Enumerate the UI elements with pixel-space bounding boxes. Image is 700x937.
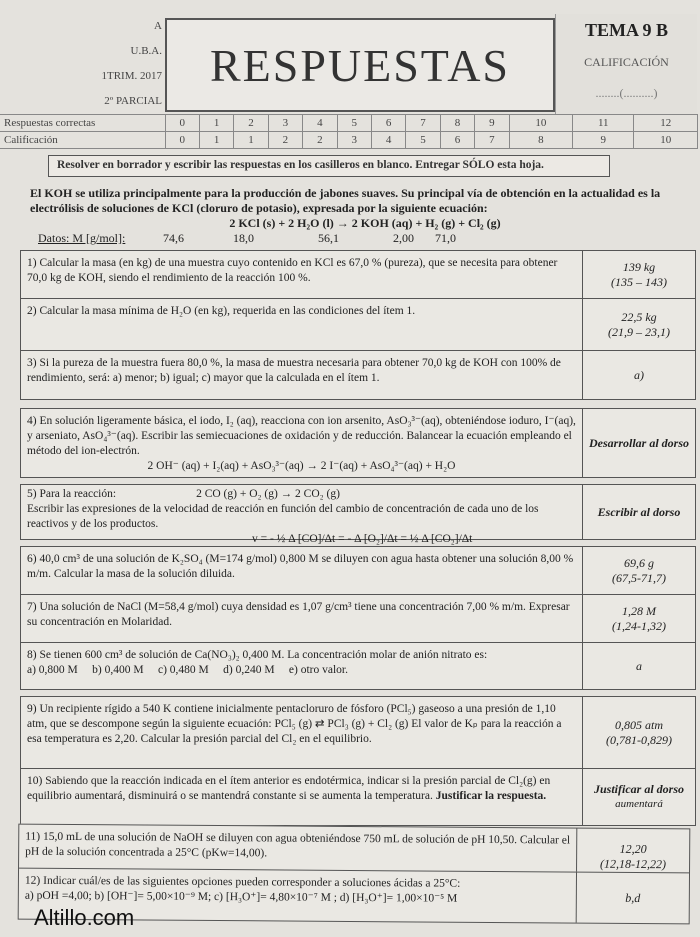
- cell: 9: [475, 115, 509, 132]
- question-5-equation: v = - ½ Δ [CO]/Δt = - Δ [O₂]/Δt = ½ Δ [CO₂]/Δt: [252, 533, 473, 545]
- answer: Escribir al dorso: [597, 504, 681, 519]
- question-11: [19, 825, 689, 874]
- tema-label: TEMA 9 B: [584, 20, 668, 40]
- question-8: [21, 643, 695, 689]
- question-7: [21, 595, 695, 643]
- question-text: 1) Calcular la masa (en kg) de una muestra cuyo contenido en KCl es 67,0 % (pureza), que se necesita para obtener 70,0 kg de KOH, siendo el rendimiento de la reacción 100 %.: [21, 251, 583, 298]
- question-5: [21, 485, 695, 545]
- datos-value: 2,00: [393, 231, 414, 245]
- question-4-box: [20, 408, 696, 478]
- cell: 2: [234, 115, 268, 132]
- answer: 22,5 kg: [621, 309, 657, 324]
- cell: 0: [165, 132, 199, 149]
- watermark: Altillo.com: [34, 905, 135, 930]
- cell: 7: [406, 115, 440, 132]
- datos-value: 74,6: [163, 231, 184, 245]
- question-4: [21, 409, 695, 477]
- question-8-options: a) 0,800 M b) 0,400 M c) 0,480 M d) 0,240 M e) otro valor.: [27, 664, 349, 676]
- answer-box: [583, 299, 695, 350]
- answer-range: (1,24-1,32): [612, 618, 666, 633]
- calificacion-blank: ........(..........): [595, 86, 658, 100]
- datos-value: 18,0: [233, 231, 254, 245]
- answer: Desarrollar al dorso: [588, 435, 689, 450]
- exam-info-line: 1TRIM. 2017: [101, 70, 162, 82]
- answer: a: [636, 658, 642, 673]
- exam-info-line: 2º PARCIAL: [104, 95, 162, 107]
- question-text: 2) Calcular la masa mínima de H₂O (en kg), requerida en las condiciones del ítem 1.: [21, 299, 583, 350]
- question-text: [21, 769, 583, 825]
- question-10-text: 10) Sabiendo que la reacción indicada en el ítem anterior es endotérmica, indicar si la presión parcial de Cl₂(g) en equilibrio aumentará, disminuirá o se mantendrá constante si se aumenta la temperatura.: [27, 775, 551, 802]
- answer-range: (12,18-12,22): [600, 856, 667, 872]
- question-text: [21, 409, 583, 477]
- answer-box: [583, 697, 695, 768]
- cell: 8: [509, 132, 573, 149]
- cell: 2: [268, 132, 302, 149]
- answer: 12,20: [619, 841, 647, 857]
- answer-box: [577, 829, 689, 873]
- datos-row: [38, 231, 700, 246]
- question-text: 6) 40,0 cm³ de una solución de K₂SO₄ (M=174 g/mol) 0,800 M se diluyen con agua hasta obtener una solución 8,00 % m/m. Calcular la masa de la solución diluida.: [21, 547, 583, 594]
- cell: 3: [337, 132, 371, 149]
- cell: 7: [475, 132, 509, 149]
- question-2: [21, 299, 695, 351]
- score-table: [0, 114, 698, 149]
- answer: 1,28 M: [622, 603, 656, 618]
- question-12-options: a) pOH =4,00; b) [OH⁻]= 5,00×10⁻⁹ M; c) [H₃O⁺]= 4,80×10⁻⁷ M ; d) [H₃O⁺]= 1,00×10⁻⁵ M: [24, 889, 458, 905]
- question-5-box: [20, 484, 696, 545]
- cell: 1: [199, 132, 233, 149]
- tema-box: [555, 14, 697, 114]
- row-label: Respuestas correctas: [0, 115, 165, 132]
- question-5-reaction: 2 CO (g) + O₂ (g) → 2 CO₂ (g): [196, 488, 340, 500]
- exam-info: [0, 14, 162, 114]
- answer-range: (21,9 – 23,1): [608, 324, 670, 339]
- handwritten-answer: aumentará: [615, 798, 663, 810]
- cell: 8: [440, 115, 474, 132]
- page-title: RESPUESTAS: [165, 18, 555, 112]
- cell: 0: [165, 115, 199, 132]
- calificacion-label: CALIFICACIÓN: [584, 55, 669, 69]
- question-text: 3) Si la pureza de la muestra fuera 80,0 %, la masa de muestra necesaria para obtener 70,0 kg de KOH con 100% de rendimiento, será: a) menor; b) igual; c) mayor que la calculada en el ítem 1.: [21, 351, 583, 399]
- question-1: [21, 251, 695, 299]
- question-9: [21, 697, 695, 769]
- answer: 69,6 g: [624, 555, 654, 570]
- answer: Justificar al dorso: [593, 782, 684, 796]
- answer: 139 kg: [622, 259, 656, 274]
- cell: 4: [371, 132, 405, 149]
- datos-label: Datos: M [g/mol]:: [38, 231, 126, 245]
- question-text: 9) Un recipiente rígido a 540 K contiene inicialmente pentacloruro de fósforo (PCl₅) gaseoso a una presión de 1,10 atm, que se descompone según la siguiente ecuación: PCl₅ (g) ⇄ PCl₃ (g) + Cl₂ (g) El valor de Kₚ para la reacción a esa temperatura es 2,20. Calcular la presión parcial del Cl₂ en el equilibrio.: [21, 697, 583, 768]
- question-4-text: 4) En solución ligeramente básica, el iodo, I₂ (aq), reacciona con ion arsenito, AsO₃³⁻(aq), obteniéndose ioduro, I⁻(aq), y arseniato, AsO₄³⁻(aq). Escribir las semiecuaciones de oxidación y de reducción. Balancear la ecuación empleando el método del ion-electrón.: [27, 415, 576, 457]
- answer: a): [634, 367, 644, 382]
- question-5-label: 5) Para la reacción:: [27, 488, 117, 500]
- cell: 9: [573, 132, 634, 149]
- cell: 6: [371, 115, 405, 132]
- answer-box: [583, 595, 695, 642]
- answer-range: (135 – 143): [611, 274, 667, 289]
- answer: b,d: [625, 890, 641, 905]
- answer-range: (67,5-71,7): [612, 570, 666, 585]
- question-10-bold: Justificar la respuesta.: [435, 790, 547, 802]
- answer-box: [583, 547, 695, 594]
- answer: 0,805 atm: [615, 717, 663, 732]
- question-4-equation: 2 OH⁻ (aq) + I₂(aq) + AsO₃³⁻(aq) → 2 I⁻(aq) + AsO₄³⁻(aq) + H₂O: [147, 460, 456, 472]
- cell: 5: [337, 115, 371, 132]
- instructions: Resolver en borrador y escribir las respuestas en los casilleros en blanco. Entregar SÓLO esta hoja.: [48, 155, 610, 177]
- intro: [30, 186, 700, 246]
- questions-6-8: [20, 546, 696, 690]
- question-6: [21, 547, 695, 595]
- exam-info-line: A: [154, 20, 162, 32]
- questions-9-10: [20, 696, 696, 826]
- cell: 10: [634, 132, 698, 149]
- exam-info-line: U.B.A.: [130, 45, 162, 57]
- score-row-correct: [0, 115, 698, 132]
- row-label: Calificación: [0, 132, 165, 149]
- answer-range: (0,781-0,829): [606, 732, 672, 747]
- question-text: [21, 485, 583, 545]
- intro-text: El KOH se utiliza principalmente para la producción de jabones suaves. Su principal vía de obtención en la actualidad es la electrólisis de soluciones de KCl (cloruro de potasio), expresada por la siguiente ecuación:: [30, 186, 661, 215]
- question-text: 11) 15,0 mL de una solución de NaOH se diluyen con agua obteniéndose 750 mL de solución de pH 10,50. Calcular el pH de la solución concentrada a 25°C (pKw=14,00).: [19, 825, 577, 872]
- question-text: 7) Una solución de NaCl (M=58,4 g/mol) cuya densidad es 1,07 g/cm³ tiene una concentración 7,00 % m/m. Expresar su concentración en Molaridad.: [21, 595, 583, 642]
- question-3: [21, 351, 695, 399]
- question-text: [21, 643, 583, 689]
- datos-value: 71,0: [435, 231, 456, 245]
- answer-box: [583, 251, 695, 298]
- intro-equation: 2 KCl (s) + 2 H₂O (l) → 2 KOH (aq) + H₂ (g) + Cl₂ (g): [229, 216, 501, 230]
- cell: 1: [234, 132, 268, 149]
- cell: 6: [440, 132, 474, 149]
- cell: 4: [303, 115, 337, 132]
- questions-1-3: [20, 250, 696, 400]
- question-12-text: 12) Indicar cuál/es de las siguientes opciones pueden corresponder a soluciones ácidas a 25°C:: [24, 874, 461, 890]
- cell: 11: [573, 115, 634, 132]
- score-row-grade: [0, 132, 698, 149]
- question-10: [21, 769, 695, 825]
- cell: 3: [268, 115, 302, 132]
- cell: 2: [303, 132, 337, 149]
- datos-value: 56,1: [318, 231, 339, 245]
- answer-box: [583, 351, 695, 399]
- cell: 10: [509, 115, 573, 132]
- answer-box: [583, 769, 695, 825]
- cell: 5: [406, 132, 440, 149]
- question-8-text: 8) Se tienen 600 cm³ de solución de Ca(NO₃)₂ 0,400 M. La concentración molar de anión nitrato es:: [27, 649, 488, 661]
- cell: 12: [634, 115, 698, 132]
- cell: 1: [199, 115, 233, 132]
- question-5-text: Escribir las expresiones de la velocidad de reacción en función del cambio de concentración de cada uno de los reactivos y de los productos.: [27, 503, 539, 530]
